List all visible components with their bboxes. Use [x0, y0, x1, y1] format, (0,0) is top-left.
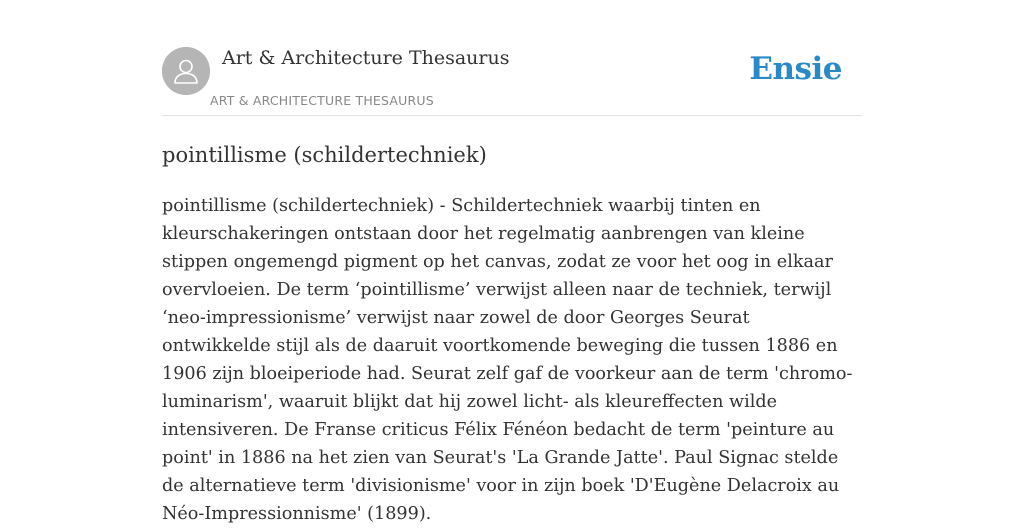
page-header [162, 0, 862, 116]
source-subtitle: ART & ARCHITECTURE THESAURUS [210, 93, 434, 108]
source-avatar[interactable] [162, 47, 210, 95]
ensie-logo[interactable]: Ensie [749, 51, 842, 87]
user-icon [162, 47, 210, 95]
article-title: pointillisme (schildertechniek) [162, 143, 487, 167]
source-name-link[interactable]: Art & Architecture Thesaurus [222, 47, 510, 69]
article-definition: pointillisme (schildertechniek) - Schildertechniek waarbij tinten en kleurschakeringen ontstaan door het regelmatig aanbrengen van kleine stippen ongemengd pigment op het canvas, zodat ze voor het oog in elkaar overvloeien. De term ‘pointillisme’ verwijst alleen naar de techniek, terwijl ‘neo-impressionisme’ verwijst naar zowel de door Georges Seurat ontwikkelde stijl als de daaruit voortkomende beweging die tussen 1886 en 1906 zijn bloeiperiode had. Seurat zelf gaf de voorkeur aan de term 'chromo-luminarism', waaruit blijkt dat hij zowel licht- als kleureffecten wilde intensiveren. De Franse criticus Félix Fénéon bedacht de term 'peinture au point' in 1886 na het zien van Seurat's 'La Grande Jatte'. Paul Signac stelde de alternatieve term 'divisionisme' voor in zijn boek 'D'Eugène Delacroix au Néo-Impressionnisme' (1899). [162, 196, 853, 524]
